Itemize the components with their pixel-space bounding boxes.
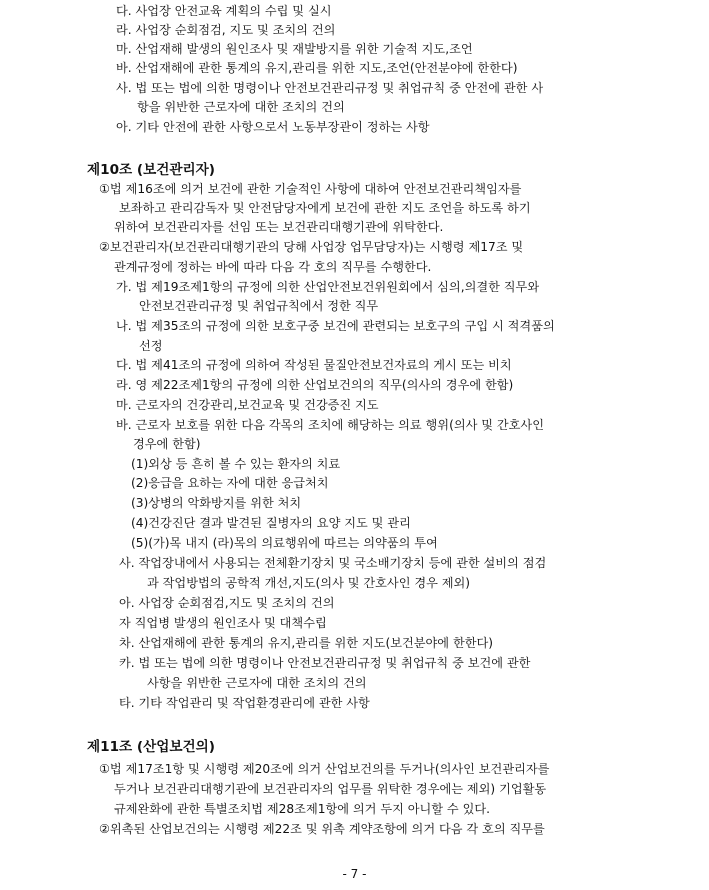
article10-para2: ②보건관리자(보건관리대행기관의 당해 사업장 업무담당자)는 시행령 제17조 및 <box>99 240 524 254</box>
article9-item-sa-cont: 항을 위반한 근로자에 대한 조치의 건의 <box>137 100 345 114</box>
article10-item-a: 아. 사업장 순회점검,지도 및 조치의 건의 <box>119 596 335 610</box>
article10-item-cha: 차. 산업재해에 관한 통계의 유지,관리를 위한 지도(보건분야에 한한다) <box>119 636 494 650</box>
article10-subitem-2: (2)응급을 요하는 자에 대한 응급처치 <box>131 476 329 490</box>
article10-item-sa: 사. 작업장내에서 사용되는 전체환기장치 및 국소배기장치 등에 관한 설비의 점검 <box>119 556 547 570</box>
article9-item-da: 다. 사업장 안전교육 계획의 수립 및 실시 <box>116 4 332 18</box>
article10-subitem-3: (3)상병의 악화방지를 위한 처치 <box>131 496 302 510</box>
article10-item-ma: 마. 근로자의 건강관리,보건교육 및 건강증진 지도 <box>116 398 379 412</box>
article10-subitem-1: (1)외상 등 흔히 볼 수 있는 환자의 치료 <box>131 457 341 471</box>
page-number: - 7 - <box>342 867 367 881</box>
article10-para2-cont: 관계규정에 정하는 바에 따라 다음 각 호의 직무를 수행한다. <box>114 260 432 274</box>
article10-item-na: 나. 법 제35조의 규정에 의한 보호구중 보건에 관련되는 보호구의 구입 시 적격품의 <box>116 319 555 333</box>
article10-item-ja: 자 직업병 발생의 원인조사 및 대책수립 <box>119 616 327 630</box>
article10-item-ka-cont: 사항을 위반한 근로자에 대한 조치의 건의 <box>147 676 367 690</box>
article11-para1-cont: 규제완화에 관한 특별조치법 제28조제1항에 의거 두지 아니할 수 있다. <box>114 802 491 816</box>
article11-heading: 제11조 (산업보건의) <box>87 739 215 755</box>
article10-para1-cont: 위하여 보건관리자를 선임 또는 보건관리대행기관에 위탁한다. <box>114 220 444 234</box>
article10-subitem-5: (5)(가)목 내지 (라)목의 의료행위에 따르는 의약품의 투여 <box>131 536 438 550</box>
article10-item-ka: 카. 법 또는 법에 의한 명령이나 안전보건관리규정 및 취업규칙 중 보건에 관한 <box>119 656 531 670</box>
article10-item-sa-cont: 과 작업방법의 공학적 개선,지도(의사 및 간호사인 경우 제외) <box>147 576 471 590</box>
article10-item-na-cont: 선정 <box>139 339 163 353</box>
article9-item-a: 아. 기타 안전에 관한 사항으로서 노동부장관이 정하는 사항 <box>116 120 430 134</box>
article9-item-ba: 바. 산업재해에 관한 통계의 유지,관리를 위한 지도,조언(안전분야에 한한다) <box>116 61 518 75</box>
article10-subitem-4: (4)건강진단 결과 발견된 질병자의 요양 지도 및 관리 <box>131 516 411 530</box>
article10-para1: ①법 제16조에 의거 보건에 관한 기술적인 사항에 대하여 안전보건관리책임자를 <box>99 182 522 196</box>
article10-para1-cont: 보좌하고 관리감독자 및 안전담당자에게 보건에 관한 지도 조언을 하도록 하기 <box>119 201 531 215</box>
article11-para2: ②위촉된 산업보건의는 시행령 제22조 및 위촉 계약조항에 의거 다음 각 호의 직무를 <box>99 822 545 836</box>
article9-item-ma: 마. 산업재해 발생의 원인조사 및 재발방지를 위한 기술적 지도,조언 <box>116 42 473 56</box>
article11-para1: ①법 제17조1항 및 시행령 제20조에 의거 산업보건의를 두거나(의사인 보건관리자를 <box>99 762 550 776</box>
article10-item-ga: 가. 법 제19조제1항의 규정에 의한 산업안전보건위원회에서 심의,의결한 직무와 <box>116 280 540 294</box>
article9-item-ra: 라. 사업장 순회점검, 지도 및 조치의 건의 <box>116 23 336 37</box>
article10-item-ga-cont: 안전보건관리규정 및 취업규칙에서 정한 직무 <box>139 299 379 313</box>
article10-item-ta: 타. 기타 작업관리 및 작업환경관리에 관한 사항 <box>119 696 370 710</box>
article9-item-sa: 사. 법 또는 법에 의한 명령이나 안전보건관리규정 및 취업규칙 중 안전에 관한 사 <box>116 81 544 95</box>
article11-para1-cont: 두거나 보건관리대행기관에 보건관리자의 업무를 위탁한 경우에는 제외) 기업활동 <box>114 782 547 796</box>
article10-item-ba: 바. 근로자 보호를 위한 다음 각목의 조치에 해당하는 의료 행위(의사 및 간호사인 <box>116 418 544 432</box>
article10-item-da: 다. 법 제41조의 규정에 의하여 작성된 물질안전보건자료의 게시 또는 비치 <box>116 358 512 372</box>
article10-item-ba-cont: 경우에 한함) <box>133 437 201 451</box>
article10-heading: 제10조 (보건관리자) <box>87 162 215 178</box>
article10-item-ra: 라. 영 제22조제1항의 규정에 의한 산업보건의의 직무(의사의 경우에 한함) <box>116 378 514 392</box>
